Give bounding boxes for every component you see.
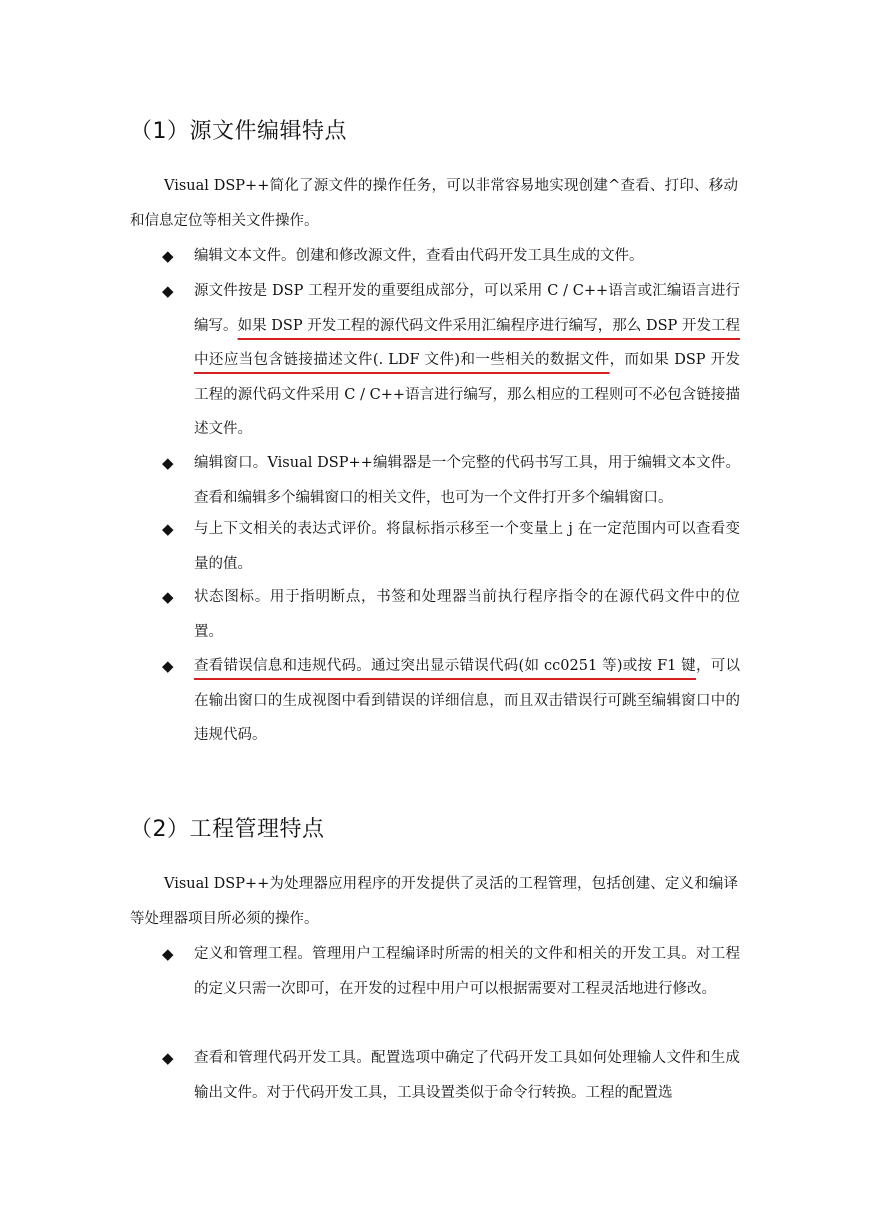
underlined-text: 查看错误信息和违规代码。通过突出显示错误代码(如 cc0251 等)或按 F1 键 xyxy=(194,658,696,674)
diamond-bullet-icon: ◆ xyxy=(162,520,174,538)
diamond-bullet-icon: ◆ xyxy=(162,945,174,963)
diamond-bullet-icon: ◆ xyxy=(162,1049,174,1067)
diamond-bullet-icon: ◆ xyxy=(162,282,174,300)
text-segment: ，而如果 DSP 开发工程的源代码文件采用 C / C++语言进行编写，那么相应的工程则可不必包含链接描述文件。 xyxy=(194,352,740,438)
list-item-text xyxy=(194,274,740,447)
diamond-bullet-icon: ◆ xyxy=(162,247,174,265)
section1-intro: Visual DSP++简化了源文件的操作任务，可以非常容易地实现创建^查看、打印、移动和信息定位等相关文件操作。 xyxy=(130,178,738,229)
text-segment: 源文件按是 DSP 工程开发的重要组成部分，可以采用 C / C++语言或汇编语言进行编写。 xyxy=(194,283,740,334)
section2-title: （2）工程管理特点 xyxy=(130,817,325,842)
list-item-text: 编辑窗口。Visual DSP++编辑器是一个完整的代码书写工具，用于编辑文本文件。查看和编辑多个编辑窗口的相关文件，也可为一个文件打开多个编辑窗口。 xyxy=(194,455,740,506)
list-item-text: 编辑文本文件。创建和修改源文件，查看由代码开发工具生成的文件。 xyxy=(194,248,644,264)
diamond-bullet-icon: ◆ xyxy=(162,588,174,606)
text-segment: ，可以在输出窗口的生成视图中看到错误的详细信息，而且双击错误行可跳至编辑窗口中的违规代码。 xyxy=(194,658,741,744)
list-item-text: 定义和管理工程。管理用户工程编译时所需的相关的文件和相关的开发工具。对工程的定义只需一次即可，在开发的过程中用户可以根据需要对工程灵活地进行修改。 xyxy=(194,946,740,997)
list-item-text: 与上下文相关的表达式评价。将鼠标指示移至一个变量上 j 在一定范围内可以查看变量的值。 xyxy=(194,521,740,572)
list-item-text: 状态图标。用于指明断点，书签和处理器当前执行程序指令的在源代码文件中的位置。 xyxy=(194,589,740,640)
list-item-text: 查看和管理代码开发工具。配置选项中确定了代码开发工具如何处理输人文件和生成输出文件。对于代码开发工具，工具设置类似于命令行转换。工程的配置选 xyxy=(194,1050,740,1101)
section1-title: （1）源文件编辑特点 xyxy=(130,119,347,144)
diamond-bullet-icon: ◆ xyxy=(162,454,174,472)
section2-intro: Visual DSP++为处理器应用程序的开发提供了灵活的工程管理，包括创建、定义和编译等处理器项目所必须的操作。 xyxy=(130,876,738,927)
underlined-text: 如果 DSP 开发工程的源代码文件采用汇编程序进行编写，那么 DSP 开发工程中还应当包含链接描述文件(. LDF 文件)和一些相关的数据文件 xyxy=(194,317,741,369)
diamond-bullet-icon: ◆ xyxy=(162,657,174,675)
list-item-text xyxy=(194,649,740,753)
